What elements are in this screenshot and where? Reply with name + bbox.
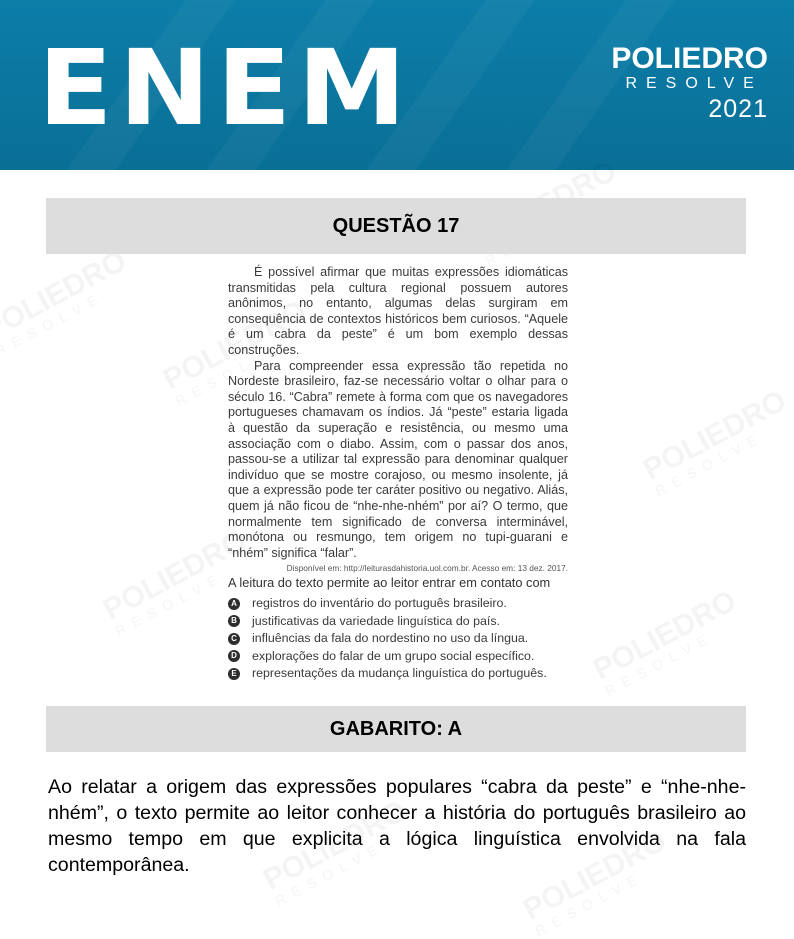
option-letter: E (228, 668, 240, 680)
watermark (589, 586, 748, 698)
passage-source: Disponível em: http://leiturasdahistoria.uol.com.br. Acesso em: 13 dez. 2017. (286, 563, 568, 574)
option-text: justificativas da variedade linguística do país. (252, 613, 500, 628)
option-b (228, 613, 568, 630)
option-a (228, 595, 568, 612)
poliedro-logo (611, 44, 768, 92)
option-text: representações da mudança linguística do português. (252, 665, 547, 680)
option-e (228, 665, 568, 682)
brand-name: POLIEDRO (611, 42, 768, 75)
option-letter: C (228, 633, 240, 645)
brand-subtitle: RESOLVE (625, 75, 763, 92)
option-d (228, 648, 568, 665)
exam-year: 2021 (708, 95, 768, 123)
option-letter: B (228, 615, 240, 627)
watermark (0, 246, 138, 358)
option-c (228, 630, 568, 647)
header-banner (0, 0, 794, 170)
question-scan (228, 265, 568, 680)
resolution-text: Ao relatar a origem das expressões populares “cabra da peste” e “nhe-nhe-nhém”, o texto permite ao leitor conhecer a história do português brasileiro ao mesmo tempo em que explicita a lógica linguística envolvida na fala contemporânea. (48, 776, 746, 876)
answer-title: GABARITO: A (46, 706, 746, 752)
passage-paragraph: É possível afirmar que muitas expressões idiomáticas transmitidas pela cultura regional possuem autores anônimos, no entanto, algumas delas surgiram em consequência de contextos históricos bem curiosos. “Aquele é um cabra da peste” é um bom exemplo dessas construções. (228, 265, 568, 357)
question-stem: A leitura do texto permite ao leitor entrar em contato com (228, 575, 551, 591)
options-list (228, 595, 568, 682)
option-letter: A (228, 598, 240, 610)
watermark (639, 386, 794, 498)
option-letter: D (228, 650, 240, 662)
enem-logo: ENEM (38, 27, 413, 149)
option-text: registros do inventário do português brasileiro. (252, 596, 507, 611)
passage-paragraph: Para compreender essa expressão tão repetida no Nordeste brasileiro, faz-se necessário voltar o olhar para o século 16. “Cabra” remete à forma com que os navegadores portugueses chamavam os índios. Já “peste” estaria ligada à questão da superação e resistência, ou mesmo uma associação com o diabo. Assim, com o passar dos anos, passou-se a utilizar tal expressão para denominar qualquer indivíduo que se mostre corajoso, ou mesmo insolente, já que a expressão pode ter caráter positivo ou negativo. Aliás, quem já não ficou de “nhe-nhe-nhém” por aí? O termo, que normalmente tem significado de conversa interminável, monótona ou resmungo, tem origem no tupi-guarani e “nhém” significa “falar”. (228, 358, 568, 560)
question-title: QUESTÃO 17 (46, 198, 746, 254)
option-text: influências da fala do nordestino no uso da língua. (252, 631, 529, 646)
option-text: explorações do falar de um grupo social específico. (252, 648, 535, 663)
